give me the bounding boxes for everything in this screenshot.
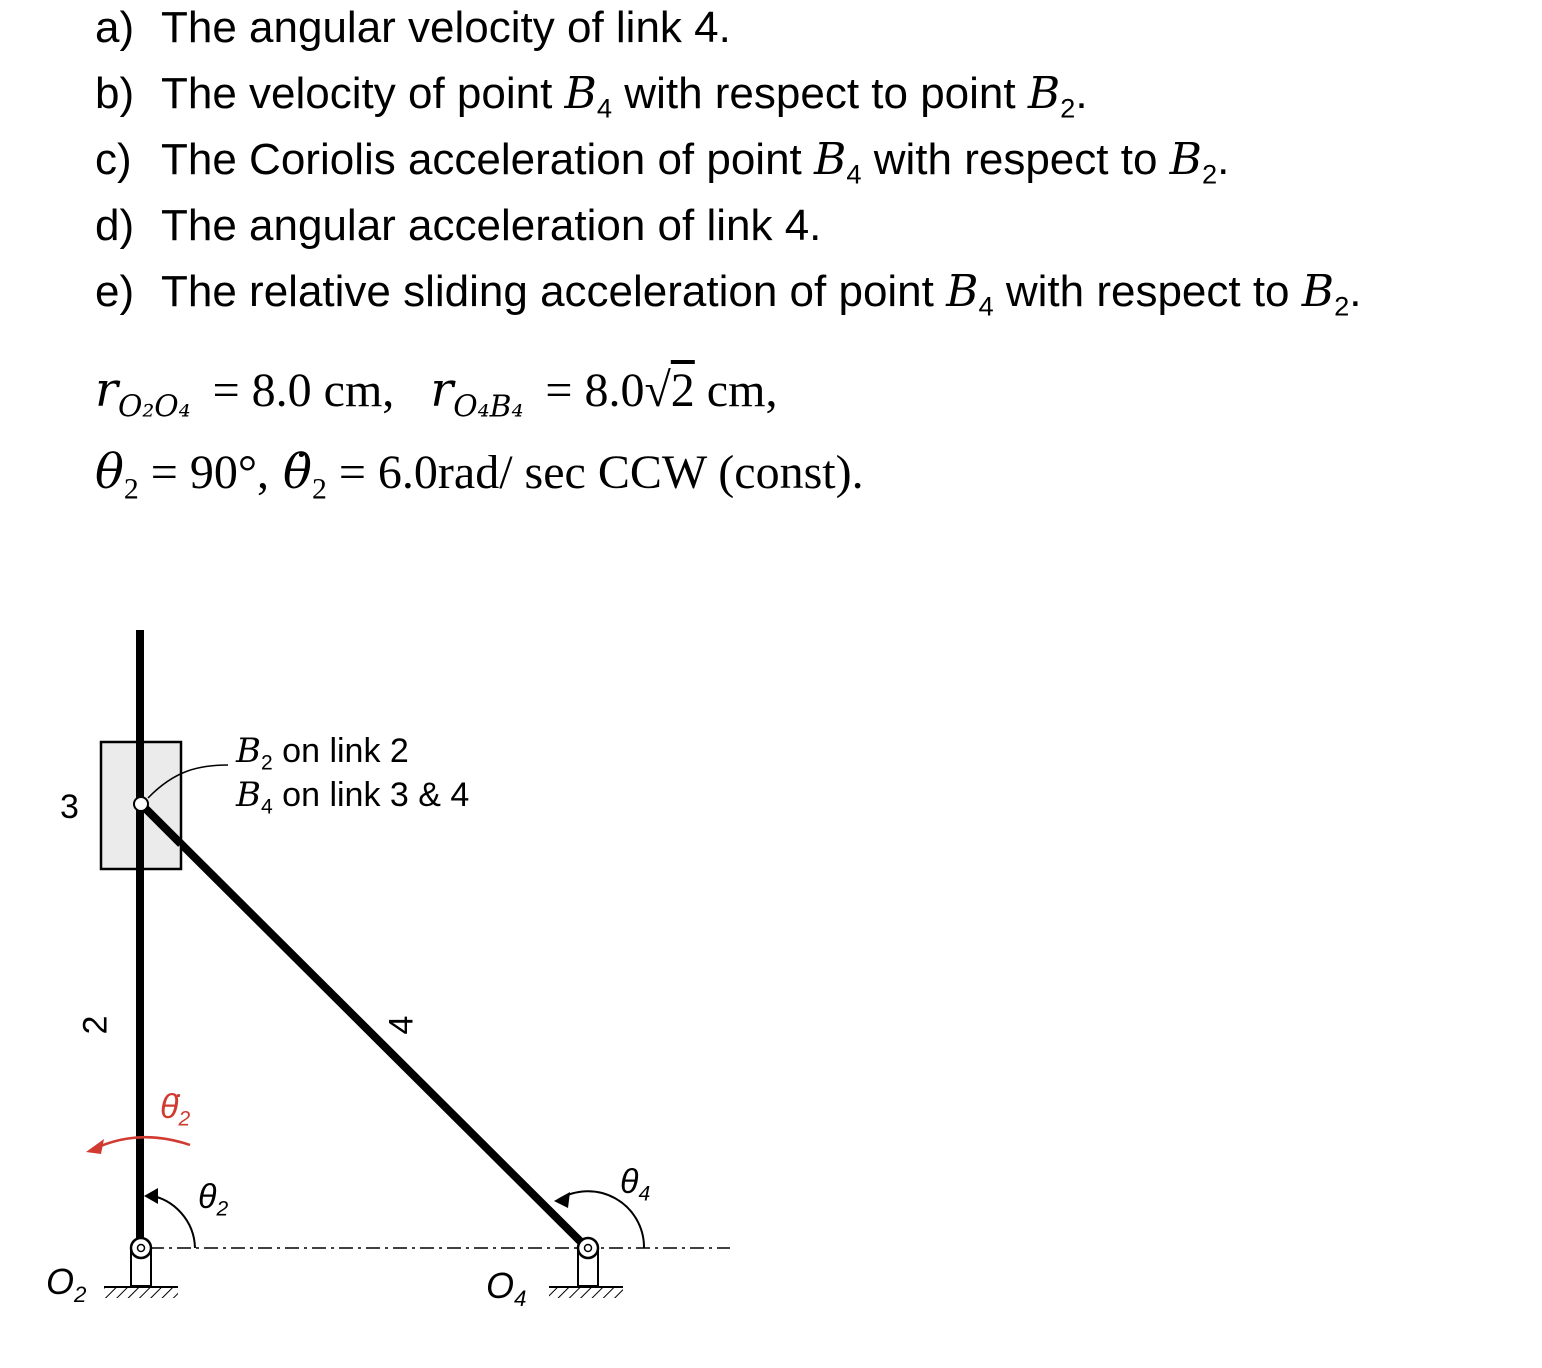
callout-b2-text: on link 2	[272, 732, 409, 770]
label-theta4	[620, 1163, 651, 1206]
label-link-2: 2	[76, 1015, 115, 1035]
question-c-text-after: .	[1217, 135, 1230, 184]
omega2-var: θ̇	[283, 444, 312, 500]
question-b-label: b)	[95, 69, 135, 118]
question-c-var2: B	[1169, 134, 1202, 185]
question-e-var2: B	[1301, 266, 1335, 317]
r2-radicand: 2	[670, 364, 695, 417]
label-theta4-var: θ	[620, 1163, 639, 1201]
question-e-text: The relative sliding acceleration of point	[161, 267, 947, 316]
question-a-label: a)	[95, 3, 135, 52]
callout-b4-var: B	[236, 775, 261, 815]
label-theta2-var: θ	[198, 1178, 217, 1216]
theta4-arrowhead	[554, 1192, 570, 1208]
question-b-sub1: 4	[596, 92, 613, 124]
r1-sub: O₂O₄	[117, 389, 191, 425]
theta2-arc	[148, 1195, 195, 1248]
r1-value: = 8.0 cm,	[212, 364, 395, 417]
r2-sub: O₄B₄	[453, 389, 524, 425]
theta2-arrowhead	[144, 1188, 158, 1204]
label-theta4-sub: 4	[638, 1182, 651, 1206]
question-e-label: e)	[95, 267, 135, 316]
pin-b	[134, 797, 148, 811]
ground-pivot-o2	[104, 1238, 178, 1298]
label-o2-sub: 2	[74, 1281, 87, 1307]
question-b-text-mid: with respect to point	[612, 69, 1028, 118]
label-theta2-sub: 2	[216, 1197, 229, 1221]
question-e-text-after: .	[1349, 267, 1362, 316]
r1-var: r	[95, 362, 118, 418]
callout-b4	[236, 775, 470, 819]
theta2-value: = 90°,	[138, 446, 270, 499]
question-a-text: The angular velocity of link 4.	[161, 3, 731, 52]
question-d-text: The angular acceleration of link 4.	[161, 201, 822, 250]
r2-unit: cm,	[694, 364, 778, 417]
callout-b2-sub: 2	[261, 751, 273, 775]
question-b-var2: B	[1027, 68, 1061, 119]
label-omega2	[160, 1088, 191, 1131]
omega2-arrowhead	[86, 1139, 104, 1154]
label-o2	[46, 1261, 87, 1307]
label-link-3: 3	[60, 788, 79, 826]
callout-b2-var: B	[236, 731, 261, 771]
callout-b2	[236, 731, 409, 775]
question-c-sub2: 2	[1202, 158, 1218, 190]
label-o2-var: O	[46, 1261, 75, 1302]
question-c-text: The Coriolis acceleration of point	[161, 135, 814, 184]
label-theta2	[198, 1178, 229, 1221]
callout-b4-text: on link 3 & 4	[272, 776, 470, 814]
theta2-sub: 2	[123, 472, 139, 506]
label-link-4: 4	[382, 1015, 421, 1035]
question-c-label: c)	[95, 135, 132, 184]
callout-b4-sub: 4	[261, 795, 273, 819]
question-e-sub1: 4	[978, 290, 994, 322]
question-b-text-after: .	[1075, 69, 1088, 118]
label-o4-sub: 4	[514, 1285, 527, 1311]
theta2-var: θ	[95, 444, 124, 500]
omega2-sub: 2	[311, 472, 327, 506]
question-b-text: The velocity of point	[161, 69, 565, 118]
label-omega2-sub: 2	[178, 1107, 191, 1131]
question-e-sub2: 2	[1334, 290, 1350, 322]
label-omega2-var: θ̇	[160, 1088, 179, 1126]
question-d-label: d)	[95, 201, 135, 250]
question-c-sub1: 4	[846, 158, 862, 190]
question-e-text-mid: with respect to	[993, 267, 1302, 316]
omega2-value: = 6.0rad/ sec CCW (const).	[326, 446, 864, 499]
r2-value: = 8.0√	[545, 364, 671, 417]
r2-var: r	[430, 362, 454, 418]
question-b-sub2: 2	[1060, 92, 1076, 124]
question-b-var1: B	[564, 68, 597, 119]
ground-pivot-o4	[549, 1238, 623, 1298]
label-o4-var: O	[486, 1265, 515, 1306]
question-c-text-mid: with respect to	[861, 135, 1170, 184]
label-o4	[486, 1265, 527, 1311]
question-e-var1: B	[946, 266, 979, 317]
question-c-var1: B	[814, 134, 847, 185]
